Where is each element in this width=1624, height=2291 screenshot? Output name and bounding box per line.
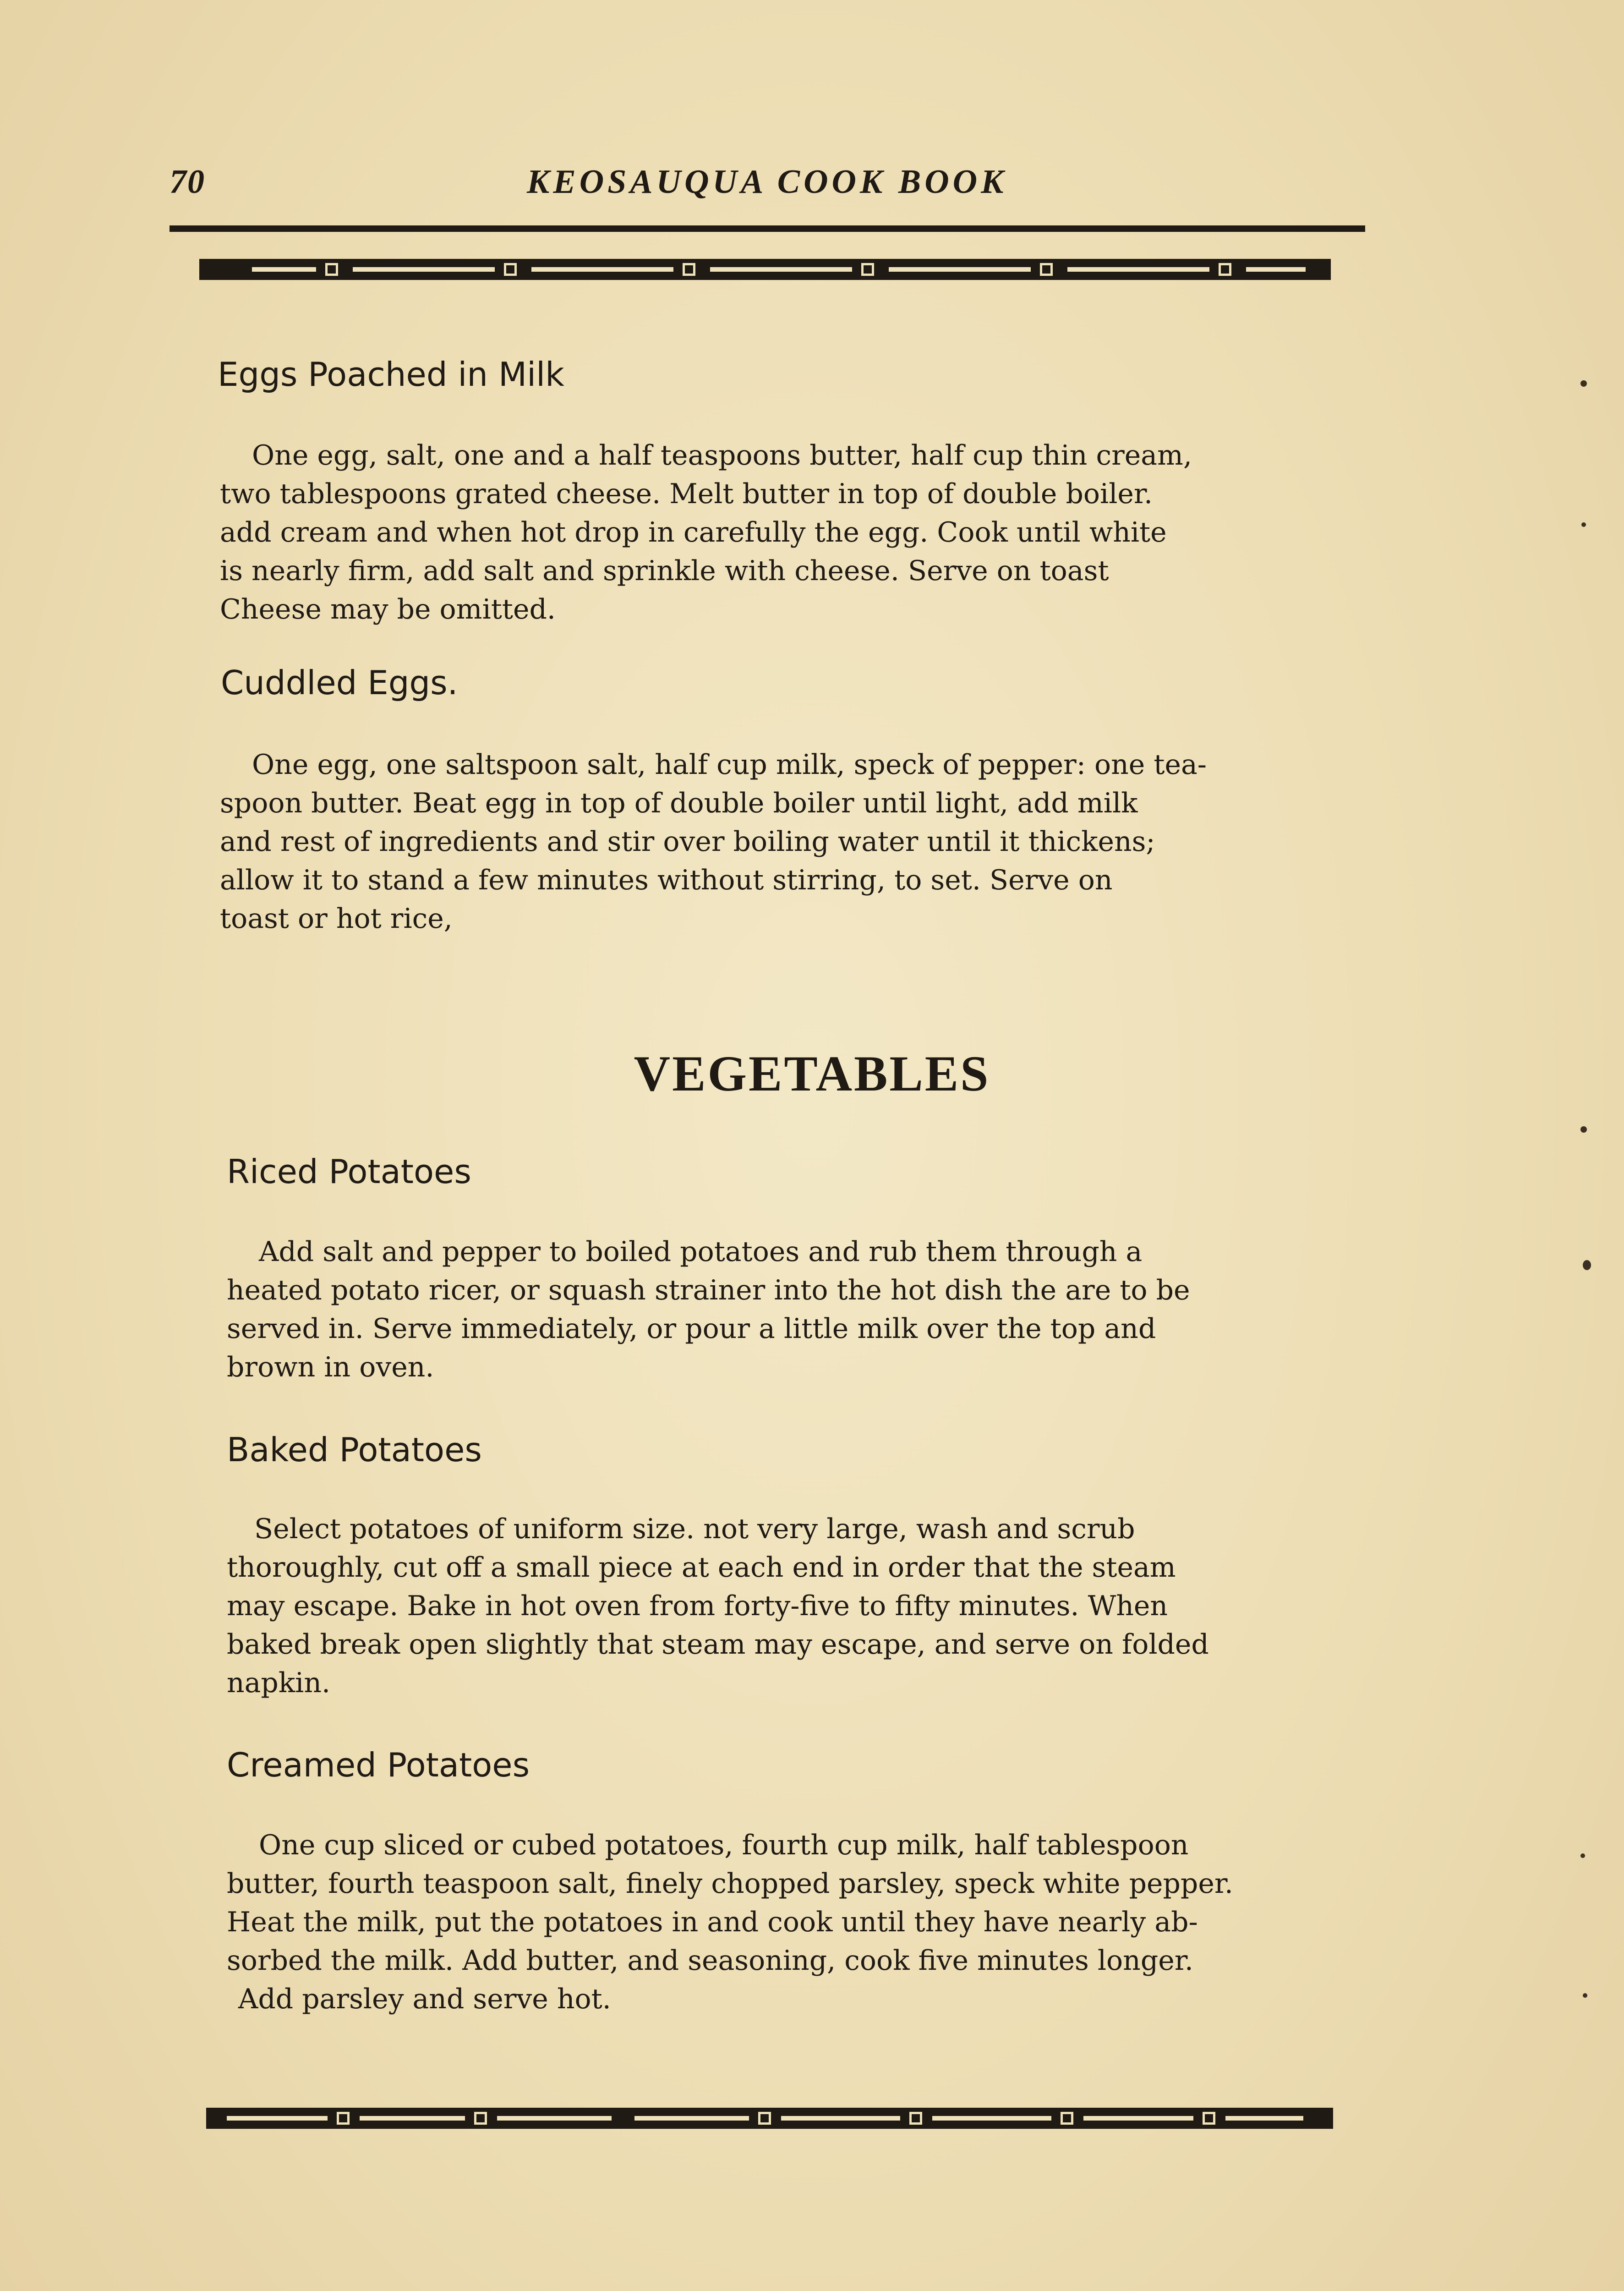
- text-line: One egg, salt, one and a half teaspoons butter, half cup thin cream,: [252, 439, 1192, 471]
- text-line: Add parsley and serve hot.: [238, 1983, 611, 2015]
- text-line: toast or hot rice,: [220, 903, 453, 935]
- text-line: Select potatoes of uniform size. not very large, wash and scrub: [254, 1513, 1135, 1545]
- ornament-border-bottom: [206, 2108, 1333, 2129]
- header-rule: [170, 225, 1365, 232]
- recipe-title: Eggs Poached in Milk: [218, 355, 564, 394]
- text-line: served in. Serve immediately, or pour a little milk over the top and: [227, 1313, 1156, 1345]
- text-line: napkin.: [227, 1667, 331, 1699]
- margin-speck: [1583, 1260, 1591, 1270]
- text-line: One cup sliced or cubed potatoes, fourth cup milk, half tablespoon: [259, 1829, 1189, 1861]
- margin-speck: [1580, 1126, 1587, 1133]
- recipe-text: [227, 1826, 1372, 2018]
- section-title: VEGETABLES: [634, 1046, 990, 1102]
- text-line: butter, fourth teaspoon salt, finely chopped parsley, speck white pepper.: [227, 1868, 1234, 1900]
- text-line: may escape. Bake in hot oven from forty-five to fifty minutes. When: [227, 1590, 1168, 1622]
- text-line: sorbed the milk. Add butter, and seasoning, cook five minutes longer.: [227, 1945, 1193, 1977]
- recipe-text: [227, 1510, 1372, 1702]
- running-title: KEOSAUQUA COOK BOOK: [527, 163, 1007, 201]
- text-line: One egg, one saltspoon salt, half cup milk, speck of pepper: one tea-: [252, 749, 1207, 781]
- text-line: brown in oven.: [227, 1351, 434, 1383]
- margin-speck: [1583, 1993, 1587, 1998]
- recipe-text: [220, 745, 1365, 938]
- recipe-title: Cuddled Eggs.: [221, 663, 458, 702]
- margin-speck: [1581, 522, 1586, 527]
- text-line: thoroughly, cut off a small piece at each end in order that the steam: [227, 1551, 1176, 1584]
- recipe-title: Riced Potatoes: [227, 1152, 471, 1191]
- text-line: Add salt and pepper to boiled potatoes and rub them through a: [259, 1236, 1143, 1268]
- text-line: baked break open slightly that steam may escape, and serve on folded: [227, 1628, 1209, 1661]
- text-line: Cheese may be omitted.: [220, 593, 556, 625]
- text-line: is nearly firm, add salt and sprinkle with cheese. Serve on toast: [220, 555, 1109, 587]
- recipe-text: [220, 436, 1365, 629]
- text-line: spoon butter. Beat egg in top of double boiler until light, add milk: [220, 787, 1138, 819]
- recipe-title: Creamed Potatoes: [227, 1746, 530, 1784]
- text-line: and rest of ingredients and stir over boiling water until it thickens;: [220, 826, 1155, 858]
- margin-speck: [1580, 1853, 1585, 1858]
- recipe-title: Baked Potatoes: [227, 1431, 482, 1469]
- text-line: Heat the milk, put the potatoes in and cook until they have nearly ab-: [227, 1906, 1198, 1938]
- text-line: add cream and when hot drop in carefully the egg. Cook until white: [220, 516, 1167, 548]
- margin-speck: [1580, 380, 1587, 387]
- text-line: heated potato ricer, or squash strainer into the hot dish the are to be: [227, 1274, 1190, 1306]
- page-number: 70: [170, 163, 205, 201]
- recipe-text: [227, 1233, 1372, 1387]
- text-line: allow it to stand a few minutes without stirring, to set. Serve on: [220, 864, 1113, 896]
- ornament-border-top: [199, 259, 1331, 280]
- text-line: two tablespoons grated cheese. Melt butter in top of double boiler.: [220, 478, 1153, 510]
